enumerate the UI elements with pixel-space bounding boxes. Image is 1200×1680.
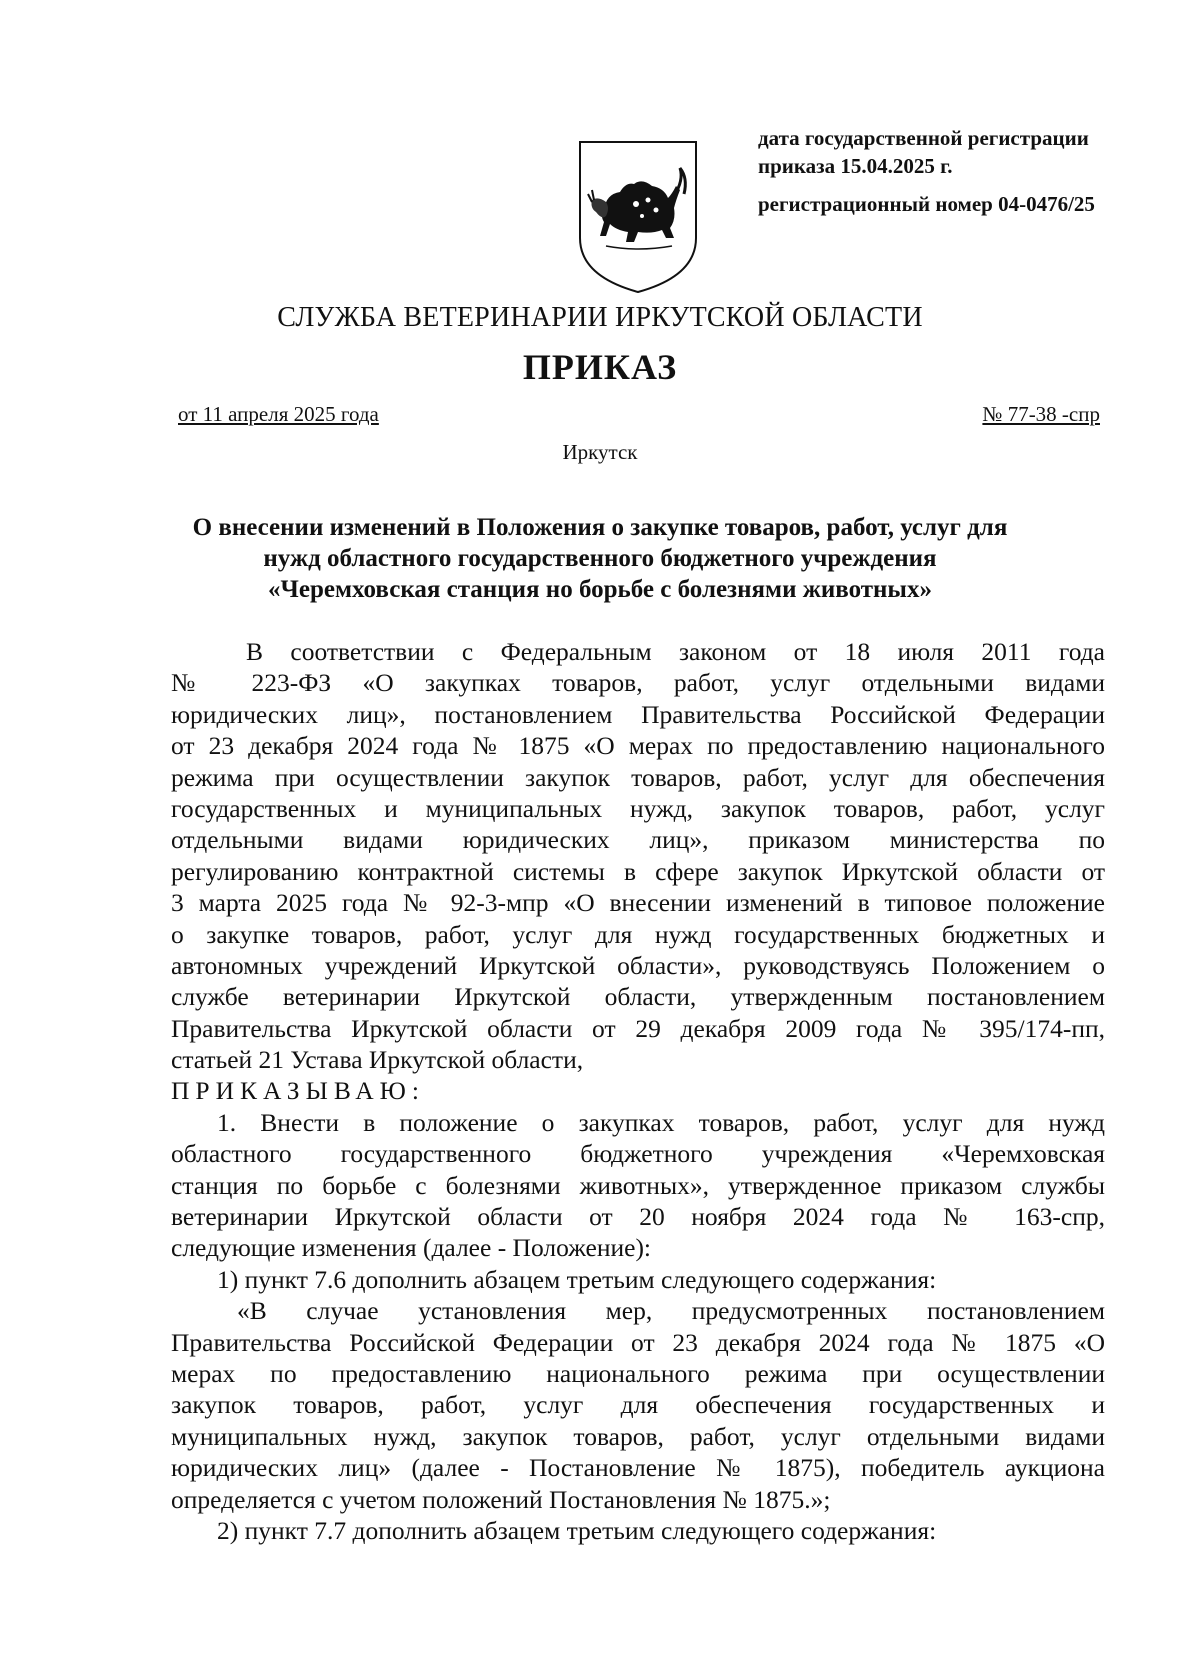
body-line: службе ветеринарии Иркутской области, утвержденным постановлением — [171, 982, 1105, 1012]
body-line: статьей 21 Устава Иркутской области, — [171, 1045, 584, 1075]
body-line: юридических лиц» (далее - Постановление № 1875), победитель аукциона — [171, 1453, 1105, 1483]
registration-number: регистрационный номер 04-0476/25 — [758, 192, 1095, 216]
body-line: о закупке товаров, работ, услуг для нужд государственных бюджетных и — [171, 919, 1105, 949]
body-line: закупок товаров, работ, услуг для обеспечения государственных и — [171, 1390, 1105, 1420]
body-line: от 23 декабря 2024 года № 1875 «О мерах по предоставлению национального — [171, 731, 1105, 761]
body-line: государственных и муниципальных нужд, закупок товаров, работ, услуг — [171, 793, 1105, 823]
body-line: мерах по предоставлению национального режима при осуществлении — [171, 1358, 1105, 1388]
body-line: 1. Внести в положение о закупках товаров, работ, услуг для нужд — [217, 1107, 1105, 1137]
body-line: 2) пункт 7.7 дополнить абзацем третьим следующего содержания: — [217, 1515, 937, 1545]
order-directive: ПРИКАЗЫВАЮ: — [171, 1076, 425, 1106]
body-line: № 223-ФЗ «О закупках товаров, работ, услуг отдельными видами — [171, 668, 1105, 698]
document-body — [171, 636, 1105, 1546]
body-line: ветеринарии Иркутской области от 20 ноября 2024 года № 163-спр, — [171, 1202, 1105, 1232]
order-number: № 77-38 -спр — [982, 402, 1100, 426]
body-line: станция по борьбе с болезнями животных», утвержденное приказом службы — [171, 1170, 1105, 1200]
body-line: отдельными видами юридических лиц», приказом министерства по — [171, 825, 1105, 855]
body-line: областного государственного бюджетного учреждения «Черемховская — [171, 1139, 1105, 1169]
body-line: регулированию контрактной системы в сфере закупок Иркутской области от — [171, 856, 1105, 886]
registration-date: приказа 15.04.2025 г. — [758, 154, 953, 178]
city-name: Иркутск — [562, 440, 638, 464]
agency-name: СЛУЖБА ВЕТЕРИНАРИИ ИРКУТСКОЙ ОБЛАСТИ — [277, 302, 923, 333]
body-line: 1) пункт 7.6 дополнить абзацем третьим следующего содержания: — [217, 1264, 937, 1294]
body-line: следующие изменения (далее - Положение): — [171, 1233, 652, 1263]
body-line: Правительства Иркутской области от 29 декабря 2009 года № 395/174-пп, — [171, 1013, 1105, 1043]
document-title — [140, 512, 1060, 605]
title-line: О внесении изменений в Положения о закупке товаров, работ, услуг для — [192, 514, 1008, 541]
document-type: ПРИКАЗ — [522, 347, 678, 387]
title-line: «Черемховская станция но борьбе с болезнями животных» — [268, 576, 932, 603]
body-line: Правительства Российской Федерации от 23 декабря 2024 года № 1875 «О — [171, 1327, 1105, 1357]
registration-info — [758, 124, 1150, 218]
order-date: от 11 апреля 2025 года — [178, 402, 379, 426]
body-line: определяется с учетом положений Постановления № 1875.»; — [171, 1484, 831, 1514]
body-line: В соответствии с Федеральным законом от 18 июля 2011 года — [246, 637, 1105, 666]
body-line: автономных учреждений Иркутской области», руководствуясь Положением о — [171, 950, 1105, 980]
body-line: муниципальных нужд, закупок товаров, работ, услуг отдельными видами — [171, 1421, 1105, 1451]
body-line: 3 марта 2025 года № 92-3-мпр «О внесении изменений в типовое положение — [171, 888, 1105, 918]
body-line: юридических лиц», постановлением Правительства Российской Федерации — [171, 699, 1105, 729]
title-line: нужд областного государственного бюджетного учреждения — [263, 545, 937, 572]
registration-date-label: дата государственной регистрации — [758, 126, 1089, 150]
coat-of-arms-emblem — [576, 138, 700, 296]
body-line: режима при осуществлении закупок товаров, работ, услуг для обеспечения — [171, 762, 1105, 792]
body-line: «В случае установления мер, предусмотренных постановлением — [237, 1296, 1105, 1326]
